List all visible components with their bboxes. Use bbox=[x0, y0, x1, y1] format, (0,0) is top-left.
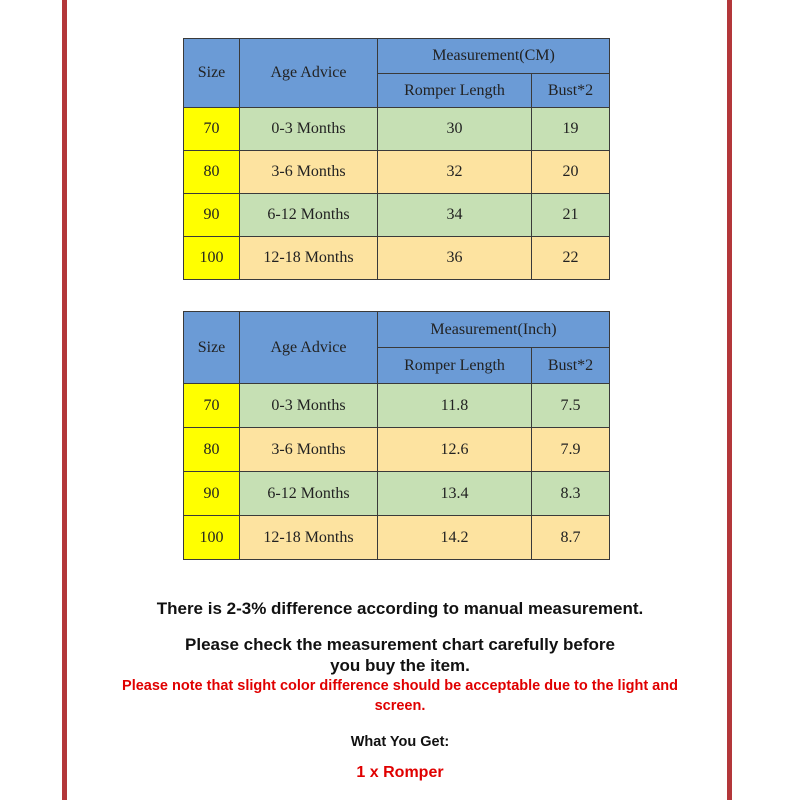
length-cell: 11.8 bbox=[378, 384, 532, 428]
size-chart-inch-table bbox=[183, 311, 610, 560]
romper-length-header: Romper Length bbox=[378, 74, 532, 108]
length-cell: 30 bbox=[378, 108, 532, 151]
table-row bbox=[184, 108, 610, 151]
size-cell: 90 bbox=[184, 194, 240, 237]
length-cell: 34 bbox=[378, 194, 532, 237]
age-cell: 3-6 Months bbox=[240, 428, 378, 472]
measurement-header: Measurement(Inch) bbox=[378, 312, 610, 348]
age-cell: 12-18 Months bbox=[240, 237, 378, 280]
age-advice-header: Age Advice bbox=[240, 312, 378, 384]
size-cell: 80 bbox=[184, 428, 240, 472]
length-cell: 32 bbox=[378, 151, 532, 194]
bust-cell: 8.3 bbox=[532, 472, 610, 516]
size-cell: 80 bbox=[184, 151, 240, 194]
size-cell: 90 bbox=[184, 472, 240, 516]
notes-section bbox=[110, 598, 690, 782]
size-header: Size bbox=[184, 39, 240, 108]
color-difference-note: Please note that slight color difference should be acceptable due to the light and screen. bbox=[122, 678, 678, 714]
age-cell: 12-18 Months bbox=[240, 516, 378, 560]
table-row bbox=[184, 151, 610, 194]
bust-cell: 8.7 bbox=[532, 516, 610, 560]
bust-cell: 21 bbox=[532, 194, 610, 237]
size-cell: 70 bbox=[184, 384, 240, 428]
measurement-header: Measurement(CM) bbox=[378, 39, 610, 74]
age-cell: 0-3 Months bbox=[240, 108, 378, 151]
size-cell: 70 bbox=[184, 108, 240, 151]
table-row bbox=[184, 384, 610, 428]
bust-cell: 19 bbox=[532, 108, 610, 151]
bust-cell: 7.5 bbox=[532, 384, 610, 428]
bust-cell: 22 bbox=[532, 237, 610, 280]
age-cell: 6-12 Months bbox=[240, 472, 378, 516]
size-cell: 100 bbox=[184, 237, 240, 280]
romper-length-header: Romper Length bbox=[378, 348, 532, 384]
length-cell: 36 bbox=[378, 237, 532, 280]
length-cell: 14.2 bbox=[378, 516, 532, 560]
table-row bbox=[184, 472, 610, 516]
left-border-line bbox=[62, 0, 67, 800]
check-chart-note: Please check the measurement chart carefully before you buy the item. bbox=[185, 635, 615, 675]
age-cell: 3-6 Months bbox=[240, 151, 378, 194]
size-header: Size bbox=[184, 312, 240, 384]
age-advice-header: Age Advice bbox=[240, 39, 378, 108]
length-cell: 13.4 bbox=[378, 472, 532, 516]
what-you-get-item: 1 x Romper bbox=[356, 764, 444, 781]
right-border-line bbox=[727, 0, 732, 800]
bust-cell: 7.9 bbox=[532, 428, 610, 472]
length-cell: 12.6 bbox=[378, 428, 532, 472]
table-row bbox=[184, 516, 610, 560]
age-cell: 6-12 Months bbox=[240, 194, 378, 237]
age-cell: 0-3 Months bbox=[240, 384, 378, 428]
size-chart-cm-table bbox=[183, 38, 610, 280]
table-row bbox=[184, 194, 610, 237]
what-you-get-label: What You Get: bbox=[350, 734, 450, 750]
size-cell: 100 bbox=[184, 516, 240, 560]
table-row bbox=[184, 428, 610, 472]
bust-header: Bust*2 bbox=[532, 74, 610, 108]
bust-header: Bust*2 bbox=[532, 348, 610, 384]
table-row bbox=[184, 237, 610, 280]
measurement-difference-note: There is 2-3% difference according to manual measurement. bbox=[156, 599, 644, 618]
bust-cell: 20 bbox=[532, 151, 610, 194]
